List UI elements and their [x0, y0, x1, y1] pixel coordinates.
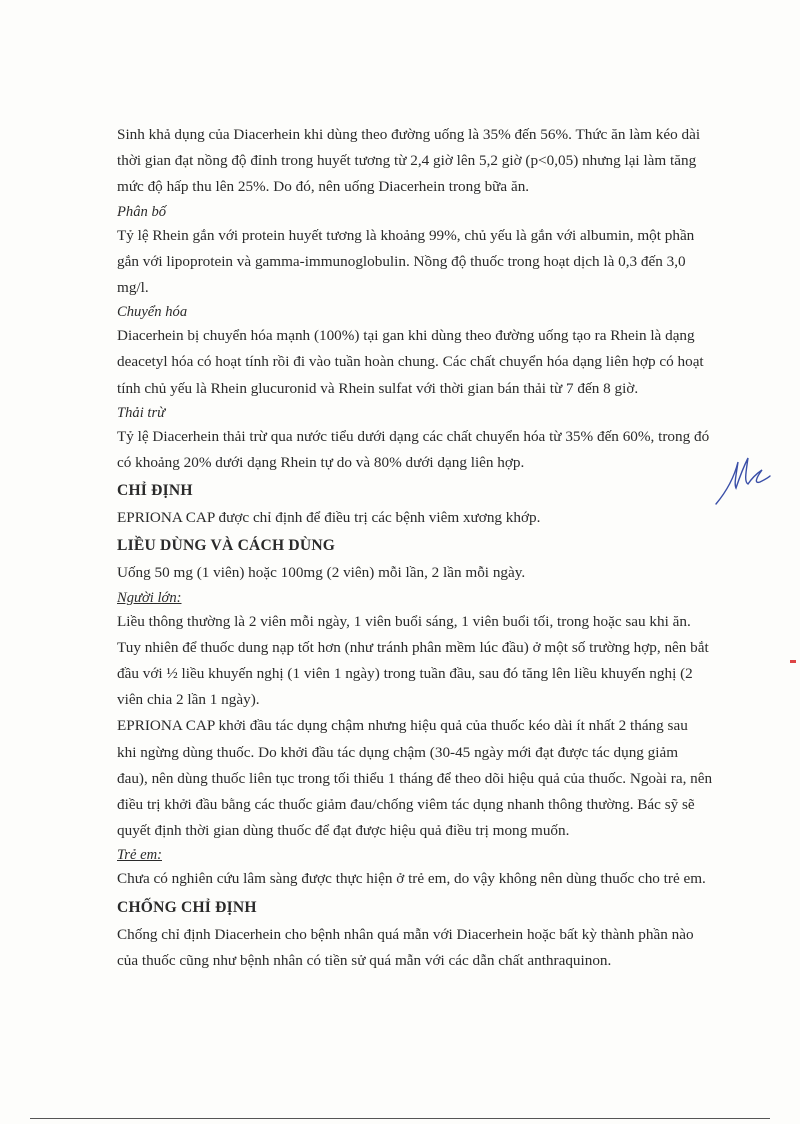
- scan-edge-mark: [790, 660, 796, 663]
- onset-line-4: điều trị khởi đầu bằng các thuốc giảm đau/chống viêm tác dụng nhanh thông thường. Bác sỹ sẽ: [117, 796, 695, 814]
- metabolism-line-3: tính chủ yếu là Rhein glucuronid và Rhein sulfat với thời gian bán thải từ 7 đến 8 giờ.: [117, 379, 639, 397]
- dosage-intro: Uống 50 mg (1 viên) hoặc 100mg (2 viên) mỗi lần, 2 lần mỗi ngày.: [117, 564, 526, 582]
- children-subheading: Trẻ em:: [117, 847, 162, 864]
- onset-line-5: quyết định thời gian dùng thuốc để đạt được hiệu quả điều trị mong muốn.: [117, 822, 570, 840]
- pk-bioavailability-line-3: mức độ hấp thu lên 25%. Do đó, nên uống Diacerhein trong bữa ăn.: [117, 178, 530, 196]
- adults-line-1: Liều thông thường là 2 viên mỗi ngày, 1 viên buổi sáng, 1 viên buổi tối, trong hoặc sau khi ăn.: [117, 612, 691, 630]
- elimination-line-2: có khoảng 20% dưới dạng Rhein tự do và 80% dưới dạng liên hợp.: [117, 454, 525, 472]
- onset-line-3: đau), nên dùng thuốc liên tục trong tối thiểu 1 tháng để theo dõi hiệu quả của thuốc. Ngoài ra, nên: [117, 769, 713, 787]
- footer-rule: [30, 1118, 770, 1119]
- indications-text: EPRIONA CAP được chỉ định để điều trị các bệnh viêm xương khớp.: [117, 509, 541, 527]
- handwritten-signature-icon: [712, 452, 772, 508]
- elimination-line-1: Tỷ lệ Diacerhein thải trừ qua nước tiểu dưới dạng các chất chuyển hóa từ 35% đến 60%, trong đó: [117, 427, 710, 445]
- adults-line-4: viên chia 2 lần 1 ngày).: [117, 691, 260, 709]
- pk-bioavailability-line-2: thời gian đạt nồng độ đỉnh trong huyết tương từ 2,4 giờ lên 5,2 giờ (p<0,05) nhưng lại làm tăng: [117, 152, 697, 170]
- contraindications-line-1: Chống chỉ định Diacerhein cho bệnh nhân quá mẫn với Diacerhein hoặc bất kỳ thành phần nào: [117, 925, 694, 943]
- dosage-heading: LIỀU DÙNG VÀ CÁCH DÙNG: [117, 537, 336, 555]
- metabolism-line-1: Diacerhein bị chuyển hóa mạnh (100%) tại gan khi dùng theo đường uống tạo ra Rhein là dạng: [117, 327, 695, 345]
- children-line-1: Chưa có nghiên cứu lâm sàng được thực hiện ở trẻ em, do vậy không nên dùng thuốc cho trẻ em.: [117, 870, 706, 888]
- adults-line-2: Tuy nhiên để thuốc dung nạp tốt hơn (như tránh phân mềm lúc đầu) ở một số trường hợp, nên bắt: [117, 638, 709, 656]
- distribution-line-2: gắn với lipoprotein và gamma-immunoglobulin. Nồng độ thuốc trong hoạt dịch là 0,3 đến 3,0: [117, 252, 686, 270]
- contraindications-line-2: của thuốc cũng như bệnh nhân có tiền sử quá mẫn với các dẫn chất anthraquinon.: [117, 951, 612, 969]
- adults-subheading: Người lớn:: [117, 589, 182, 606]
- metabolism-line-2: deacetyl hóa có hoạt tính rồi đi vào tuần hoàn chung. Các chất chuyển hóa dạng liên hợp có hoạt: [117, 353, 704, 371]
- distribution-subheading: Phân bố: [117, 203, 167, 220]
- onset-line-1: EPRIONA CAP khởi đầu tác dụng chậm nhưng hiệu quả của thuốc kéo dài ít nhất 2 tháng sau: [117, 717, 688, 735]
- elimination-subheading: Thải trừ: [117, 404, 166, 421]
- distribution-line-3: mg/l.: [117, 279, 149, 297]
- distribution-line-1: Tỷ lệ Rhein gắn với protein huyết tương là khoảng 99%, chủ yếu là gắn với albumin, một phần: [117, 226, 695, 244]
- onset-line-2: khi ngừng dùng thuốc. Do khởi đầu tác dụng chậm (30-45 ngày mới đạt được tác dụng giảm: [117, 743, 679, 761]
- contraindications-heading: CHỐNG CHỈ ĐỊNH: [117, 898, 257, 916]
- indications-heading: CHỈ ĐỊNH: [117, 482, 193, 500]
- metabolism-subheading: Chuyển hóa: [117, 304, 188, 321]
- pk-bioavailability-line-1: Sinh khả dụng của Diacerhein khi dùng theo đường uống là 35% đến 56%. Thức ăn làm kéo dài: [117, 126, 701, 143]
- document-body: [117, 122, 739, 974]
- adults-line-3: đầu với ½ liều khuyến nghị (1 viên 1 ngày) trong tuần đầu, sau đó tăng lên liều khuyến nghị (2: [117, 665, 693, 683]
